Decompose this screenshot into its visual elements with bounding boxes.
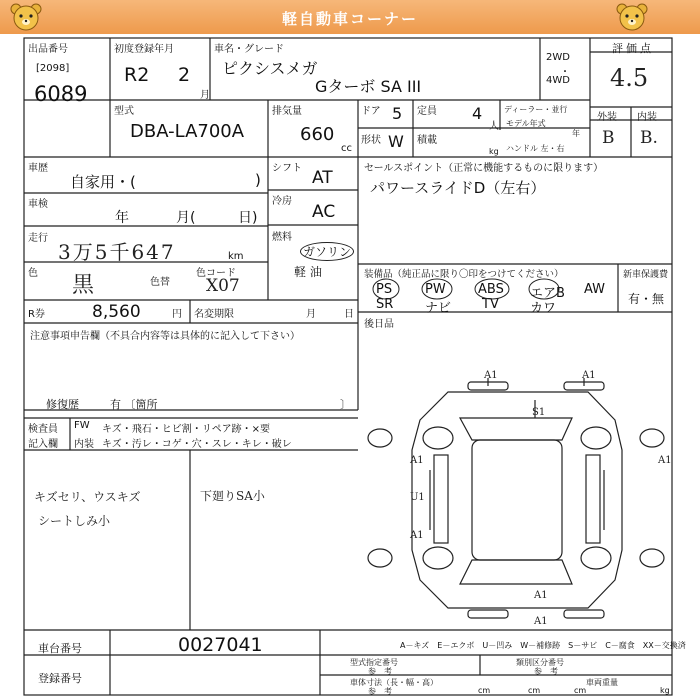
type-cert-ref: 参 考 xyxy=(368,667,392,676)
notes-label: 注意事項申告欄（不具合内容等は具体的に記入して下さい） xyxy=(30,331,300,342)
color-value: 黒 xyxy=(72,273,95,298)
fuel-gas xyxy=(300,242,354,261)
mark-a1-left-rear: A1 xyxy=(410,530,424,541)
page-title: 軽自動車コーナー xyxy=(281,10,418,28)
color-change-label: 色替 xyxy=(150,277,170,288)
type-value: DBA-LA700A xyxy=(130,121,245,142)
load-label: 積載 xyxy=(417,135,437,146)
mark-a1-front-left: A1 xyxy=(484,370,498,381)
rating-label: 評価点 xyxy=(612,42,654,55)
model-name-label: 車名・グレード xyxy=(214,44,284,55)
displacement-value: 660 xyxy=(300,124,335,145)
damage-key-legend: A－キズ E－エクボ U－凹み W－補修跡 S－サビ C－腐食 XX－交換済 xyxy=(400,641,686,650)
remark-left-1: キズセリ、ウスキズ xyxy=(34,490,141,504)
type-cert-label: 型式指定番号 xyxy=(350,658,398,667)
category-ref: 参 考 xyxy=(534,667,558,676)
dims-cm-2: cm xyxy=(528,686,541,695)
dims-ref: 参 考 xyxy=(368,687,392,696)
mark-a1-rear: A1 xyxy=(534,590,548,601)
shift-value: AT xyxy=(312,168,333,188)
mark-a1-front-right: A1 xyxy=(582,370,596,381)
mileage-label: 走行 xyxy=(28,233,48,244)
capacity-unit: 人 xyxy=(489,121,499,132)
weight-unit: kg xyxy=(660,686,670,695)
inspector-label: 検査員 xyxy=(28,424,58,435)
exterior-grade: B xyxy=(602,128,615,148)
shape-value: W xyxy=(388,132,404,151)
recycle-label: 名変期限 xyxy=(194,309,234,320)
displacement-label: 排気量 xyxy=(272,106,302,117)
price-unit: 円 xyxy=(172,309,182,320)
fuel-gas-circled: ガソリン xyxy=(300,242,354,261)
lot-number-label: 出品番号 xyxy=(28,44,68,55)
first-reg-era: R2 xyxy=(124,64,150,86)
entry-label: 記入欄 xyxy=(28,439,58,450)
remark-right-1: 下廻りSA小 xyxy=(200,489,265,503)
model-year-label: モデル年式 xyxy=(506,119,546,128)
repair-close: 〕 xyxy=(340,398,351,411)
first-reg-month-unit: 月 xyxy=(200,90,210,101)
equip-navi: ナビ xyxy=(425,301,452,316)
doors-label: ドア xyxy=(361,106,381,117)
first-reg-label: 初度登録年月 xyxy=(114,44,174,55)
dealer-label: ディーラー・並行 xyxy=(504,105,568,114)
mark-a1-left-side: A1 xyxy=(410,455,424,466)
interior-legend-label: 内装 xyxy=(74,439,94,450)
equipment-label: 装備品（純正品に限り〇印をつけてください） xyxy=(364,269,564,280)
equip-tv: TV xyxy=(482,297,499,312)
chassis-label: 車台番号 xyxy=(38,642,82,655)
lot-small-code: [2098] xyxy=(36,63,70,74)
type-label: 型式 xyxy=(114,106,134,117)
inspection-label: 車検 xyxy=(28,199,48,210)
sales-point-label: セールスポイント（正常に機能するものに限ります） xyxy=(364,163,604,174)
model-grade: Gターボ SA III xyxy=(315,77,422,96)
mark-a1-rear-bottom: A1 xyxy=(534,616,548,627)
fuel-label: 燃料 xyxy=(272,232,292,243)
equip-abs: ABS xyxy=(478,282,504,297)
handle-label: ハンドル 左・右 xyxy=(506,144,565,153)
capacity-label: 定員 xyxy=(417,106,437,117)
weight-label: 車両重量 xyxy=(586,678,618,687)
dims-cm-3: cm xyxy=(574,686,587,695)
mark-a1-right-side: A1 xyxy=(658,455,672,466)
first-reg-month: 2 xyxy=(178,64,191,86)
inspection-year: 年 xyxy=(115,210,129,226)
drive-4wd: 4WD xyxy=(546,75,570,86)
drive-dot: ・ xyxy=(560,67,570,78)
model-name: ピクシスメガ xyxy=(222,59,318,78)
price-value: 8,560 xyxy=(92,302,141,322)
fuel-diesel: 軽 油 xyxy=(294,265,322,279)
tax-value: 有・無 xyxy=(628,292,665,306)
inspection-month: 月( xyxy=(176,210,196,226)
history-close: ) xyxy=(255,171,261,189)
tax-label: 新車保護費 xyxy=(623,270,669,280)
doors-value: 5 xyxy=(392,104,403,123)
interior-grade: B. xyxy=(640,128,658,148)
displacement-unit: cc xyxy=(341,143,352,154)
recycle-day: 日 xyxy=(344,309,354,320)
equip-aw: AW xyxy=(584,282,606,297)
repair-value: 有 〔箇所 xyxy=(110,398,158,411)
exterior-label: 外装 xyxy=(597,112,617,123)
interior-label: 内装 xyxy=(637,112,657,123)
sales-point-text: パワースライドD（左右） xyxy=(370,179,546,197)
color-code-label: 色コード xyxy=(196,268,236,279)
load-unit: kg xyxy=(489,147,499,156)
repair-label: 修復歴 xyxy=(46,398,79,411)
mileage-value: 3万5千647 xyxy=(58,240,176,264)
equip-ps: PS xyxy=(376,282,393,297)
equip-leather: カワ xyxy=(530,301,557,316)
mileage-unit: km xyxy=(228,251,244,262)
history-value: 自家用・( xyxy=(70,173,136,191)
equip-pw: PW xyxy=(425,282,446,297)
inspection-day: 日) xyxy=(238,210,258,226)
year-unit: 年 xyxy=(572,129,580,138)
fw-label: FW xyxy=(74,420,90,431)
price-label: R券 xyxy=(28,309,45,320)
dims-label: 車体寸法（長・幅・高） xyxy=(350,678,438,687)
rear-seat-label: 後日品 xyxy=(364,319,394,330)
mark-u1-left: U1 xyxy=(410,492,425,503)
rating-value: 4.5 xyxy=(610,64,649,92)
drive-2wd: 2WD xyxy=(546,52,570,63)
lot-number: 6089 xyxy=(34,82,88,106)
capacity-value: 4 xyxy=(472,104,483,123)
equip-sr: SR xyxy=(376,297,394,312)
recycle-month: 月 xyxy=(306,309,316,320)
color-code: X07 xyxy=(206,276,240,296)
legend-row-2: キズ・汚レ・コゲ・穴・スレ・キレ・破レ xyxy=(102,439,292,450)
category-label: 類別区分番号 xyxy=(516,658,564,667)
ac-label: 冷房 xyxy=(272,196,292,207)
equip-airbag: エアB xyxy=(530,286,565,301)
legend-row-1: キズ・飛石・ヒビ割・リペア跡・×要 xyxy=(102,424,270,435)
dims-cm-1: cm xyxy=(478,686,491,695)
shift-label: シフト xyxy=(272,163,302,174)
remark-left-2: シートしみ小 xyxy=(38,514,111,528)
car-damage-diagram xyxy=(360,360,672,628)
shape-label: 形状 xyxy=(361,135,381,146)
mark-s1-roof: S1 xyxy=(532,407,546,418)
ac-value: AC xyxy=(312,202,336,222)
registration-label: 登録番号 xyxy=(38,672,82,685)
chassis-value: 0027041 xyxy=(178,634,263,656)
color-label: 色 xyxy=(28,268,38,279)
history-label: 車歴 xyxy=(28,163,48,174)
equipment-circles xyxy=(364,276,614,312)
